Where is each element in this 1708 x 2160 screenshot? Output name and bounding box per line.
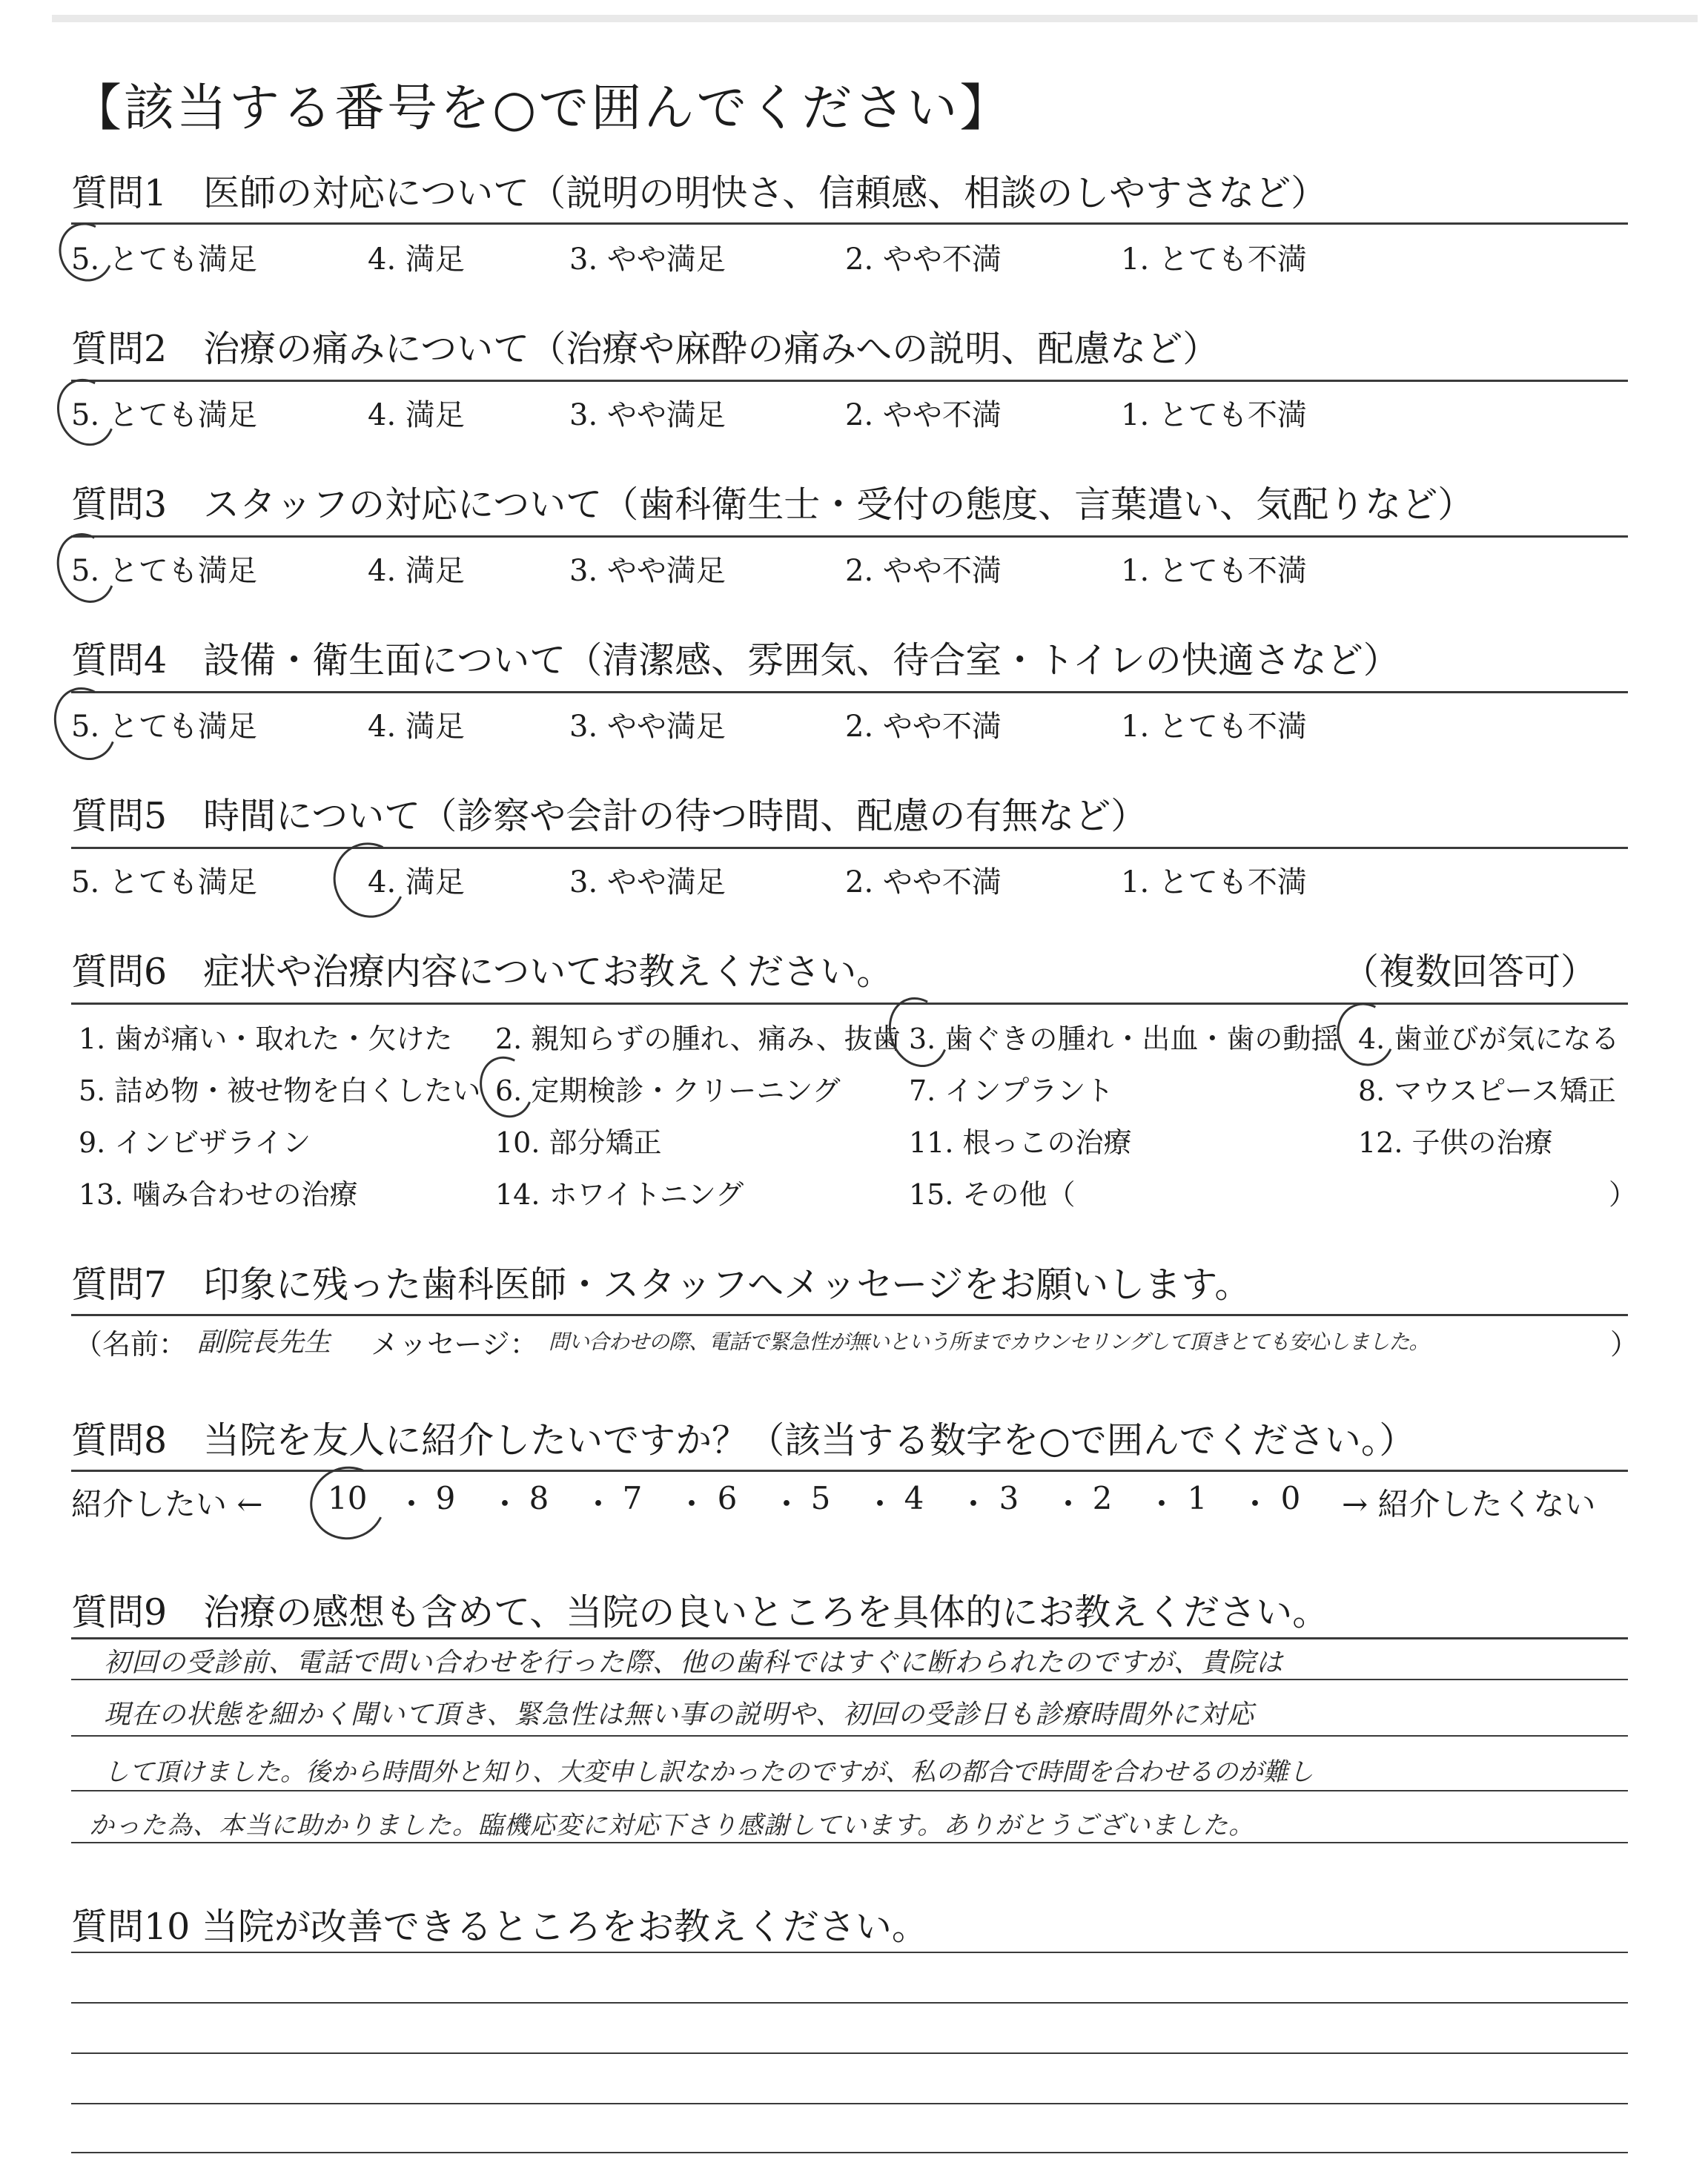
q6-option-8[interactable]: 8. マウスピース矯正 [1358, 1074, 1616, 1107]
question-9-title: 質問9 治療の感想も含めて、当院の良いところを具体的にお教えください。 [71, 1591, 1329, 1634]
q9-answer-line-3: して頂けました。後から時間外と知り、大変申し訳なかったのですが、私の都合で時間を合わせるのが難し [104, 1757, 1314, 1787]
question-1-title: 質問1 医師の対応について（説明の明快さ、信頼感、相談のしやすさなど） [71, 172, 1328, 214]
question-2-rule [71, 380, 1628, 382]
q2-option-1[interactable]: 1. とても不満 [1121, 398, 1307, 432]
q3-option-1[interactable]: 1. とても不満 [1121, 554, 1307, 588]
q7-message-value: 問い合わせの際、電話で緊急性が無いという所までカウンセリングして頂きとても安心しました。 [549, 1330, 1429, 1354]
question-3-title: 質問3 スタッフの対応について（歯科衛生士・受付の態度、言葉遣い、気配りなど） [71, 483, 1474, 526]
q6-option-12[interactable]: 12. 子供の治療 [1358, 1126, 1553, 1159]
q8-scale-1[interactable]: 1 [1187, 1480, 1208, 1516]
q1-option-3[interactable]: 3. やや満足 [569, 242, 726, 277]
question-9-rule-1 [71, 1637, 1628, 1639]
question-7-title: 質問7 印象に残った歯科医師・スタッフへメッセージをお願いします。 [71, 1264, 1251, 1306]
q2-option-2[interactable]: 2. やや不満 [845, 398, 1002, 432]
question-5-title: 質問5 時間について（診察や会計の待つ時間、配慮の有無など） [71, 795, 1148, 837]
q10-rule-4 [71, 2103, 1628, 2104]
q8-dot: ・ [583, 1486, 615, 1522]
question-3-rule [71, 535, 1628, 538]
q8-dot: ・ [864, 1486, 896, 1522]
question-8-title: 質問8 当院を友人に紹介したいですか？（該当する数字を○で囲んでください。） [71, 1419, 1416, 1462]
q8-scale-4[interactable]: 4 [904, 1480, 924, 1516]
q1-option-4[interactable]: 4. 満足 [368, 242, 465, 277]
q1-option-2[interactable]: 2. やや不満 [845, 242, 1002, 277]
q10-rule-1 [71, 1952, 1628, 1953]
q1-option-5[interactable]: 5. とても満足 [71, 242, 257, 277]
q8-scale-0[interactable]: 0 [1280, 1480, 1301, 1516]
q6-option-9[interactable]: 9. インビザライン [79, 1126, 311, 1159]
q3-option-2[interactable]: 2. やや不満 [845, 554, 1002, 588]
q4-option-1[interactable]: 1. とても不満 [1121, 710, 1307, 744]
q6-option-11[interactable]: 11. 根っこの治療 [909, 1126, 1132, 1159]
q8-scale-9[interactable]: 9 [435, 1480, 456, 1516]
q4-option-4[interactable]: 4. 満足 [368, 710, 465, 744]
q2-option-3[interactable]: 3. やや満足 [569, 398, 726, 432]
q5-option-3[interactable]: 3. やや満足 [569, 865, 726, 899]
q6-option-15[interactable]: 15. その他（ [909, 1178, 1076, 1211]
question-1-rule [71, 222, 1628, 225]
q5-option-4[interactable]: 4. 満足 [368, 865, 465, 899]
q3-option-3[interactable]: 3. やや満足 [569, 554, 726, 588]
q5-option-2[interactable]: 2. やや不満 [845, 865, 1002, 899]
q7-name-label: （名前： [74, 1328, 188, 1361]
q6-selection-circle-6 [471, 1049, 542, 1126]
q4-option-5[interactable]: 5. とても満足 [71, 710, 257, 744]
q3-selection-circle [47, 525, 125, 611]
q6-option-13[interactable]: 13. 噛み合わせの治療 [79, 1178, 358, 1211]
q8-dot: ・ [1239, 1486, 1271, 1522]
q5-option-5[interactable]: 5. とても満足 [71, 865, 257, 899]
q8-dot: ・ [958, 1486, 990, 1522]
q6-option-7[interactable]: 7. インプラント [909, 1074, 1114, 1107]
q9-rule-4 [71, 1790, 1628, 1791]
question-6-title: 質問6 症状や治療内容についてお教えください。 [71, 951, 893, 993]
q3-option-5[interactable]: 5. とても満足 [71, 554, 257, 588]
q6-option-6[interactable]: 6. 定期検診・クリーニング [495, 1074, 841, 1107]
question-5-rule [71, 847, 1628, 849]
q2-selection-circle [48, 371, 125, 454]
q2-option-4[interactable]: 4. 満足 [368, 398, 465, 432]
q8-dot: ・ [676, 1486, 708, 1522]
q7-close: ） [1610, 1328, 1639, 1361]
q8-scale-6[interactable]: 6 [717, 1480, 738, 1516]
question-6-note: （複数回答可） [1342, 951, 1597, 993]
q6-option-14[interactable]: 14. ホワイトニング [495, 1178, 744, 1211]
q10-rule-3 [71, 2052, 1628, 2054]
question-8-rule [71, 1470, 1628, 1472]
q1-option-1[interactable]: 1. とても不満 [1121, 242, 1307, 277]
q6-selection-circle-4 [1328, 995, 1403, 1074]
scan-top-edge [52, 15, 1698, 22]
q8-dot: ・ [1053, 1486, 1085, 1522]
q6-option-1[interactable]: 1. 歯が痛い・取れた・欠けた [79, 1023, 453, 1055]
q9-rule-2 [71, 1679, 1628, 1680]
q4-option-2[interactable]: 2. やや不満 [845, 710, 1002, 744]
q8-left-label: 紹介したい ← [71, 1486, 263, 1522]
q9-rule-5 [71, 1842, 1628, 1843]
q3-option-4[interactable]: 4. 満足 [368, 554, 465, 588]
q6-option-2[interactable]: 2. 親知らずの腫れ、痛み、抜歯 [495, 1023, 901, 1055]
q10-rule-5 [71, 2152, 1628, 2153]
question-10-title: 質問10 当院が改善できるところをお教えください。 [71, 1906, 928, 1948]
q10-rule-2 [71, 2002, 1628, 2004]
q7-name-value: 副院長先生 [197, 1327, 331, 1358]
question-2-title: 質問2 治療の痛みについて（治療や麻酔の痛みへの説明、配慮など） [71, 328, 1219, 370]
q8-scale-3[interactable]: 3 [999, 1480, 1019, 1516]
q8-dot: ・ [1146, 1486, 1178, 1522]
q9-answer-line-2: 現在の状態を細かく聞いて頂き、緊急性は無い事の説明や、初回の受診日も診療時間外に対応 [104, 1700, 1254, 1730]
question-7-rule [71, 1314, 1628, 1316]
q7-message-label: メッセージ： [371, 1328, 538, 1361]
q2-option-5[interactable]: 5. とても満足 [71, 398, 257, 432]
q9-rule-3 [71, 1735, 1628, 1737]
q5-option-1[interactable]: 1. とても不満 [1121, 865, 1307, 899]
q6-option-4[interactable]: 4. 歯並びが気になる [1358, 1023, 1620, 1055]
question-6-rule [71, 1003, 1628, 1005]
q8-right-label: → 紹介したくない [1342, 1486, 1596, 1522]
q6-option-10[interactable]: 10. 部分矯正 [495, 1126, 662, 1159]
page-title: 【該当する番号を○で囲んでください】 [71, 79, 1013, 138]
q8-scale-10[interactable]: 10 [328, 1480, 368, 1516]
q8-dot: ・ [396, 1486, 428, 1522]
question-4-rule [71, 691, 1628, 693]
q6-option-15-close: ） [1609, 1178, 1638, 1211]
q8-dot: ・ [489, 1486, 521, 1522]
q9-answer-line-1: 初回の受診前、電話で問い合わせを行った際、他の歯科ではすぐに断わられたのですが、貴院は [104, 1648, 1284, 1678]
q8-scale-5[interactable]: 5 [810, 1480, 831, 1516]
q8-scale-2[interactable]: 2 [1092, 1480, 1113, 1516]
q4-option-3[interactable]: 3. やや満足 [569, 710, 726, 744]
q6-option-5[interactable]: 5. 詰め物・被せ物を白くしたい [79, 1074, 481, 1107]
q9-answer-line-4: かった為、本当に助かりました。臨機応変に対応下さり感謝しています。ありがとうございました。 [89, 1811, 1255, 1840]
q6-option-3[interactable]: 3. 歯ぐきの腫れ・出血・歯の動揺 [909, 1023, 1340, 1055]
q8-scale-8[interactable]: 8 [529, 1480, 549, 1516]
question-4-title: 質問4 設備・衛生面について（清潔感、雰囲気、待合室・トイレの快適さなど） [71, 639, 1400, 681]
q8-dot: ・ [771, 1486, 803, 1522]
q8-scale-7[interactable]: 7 [622, 1480, 643, 1516]
